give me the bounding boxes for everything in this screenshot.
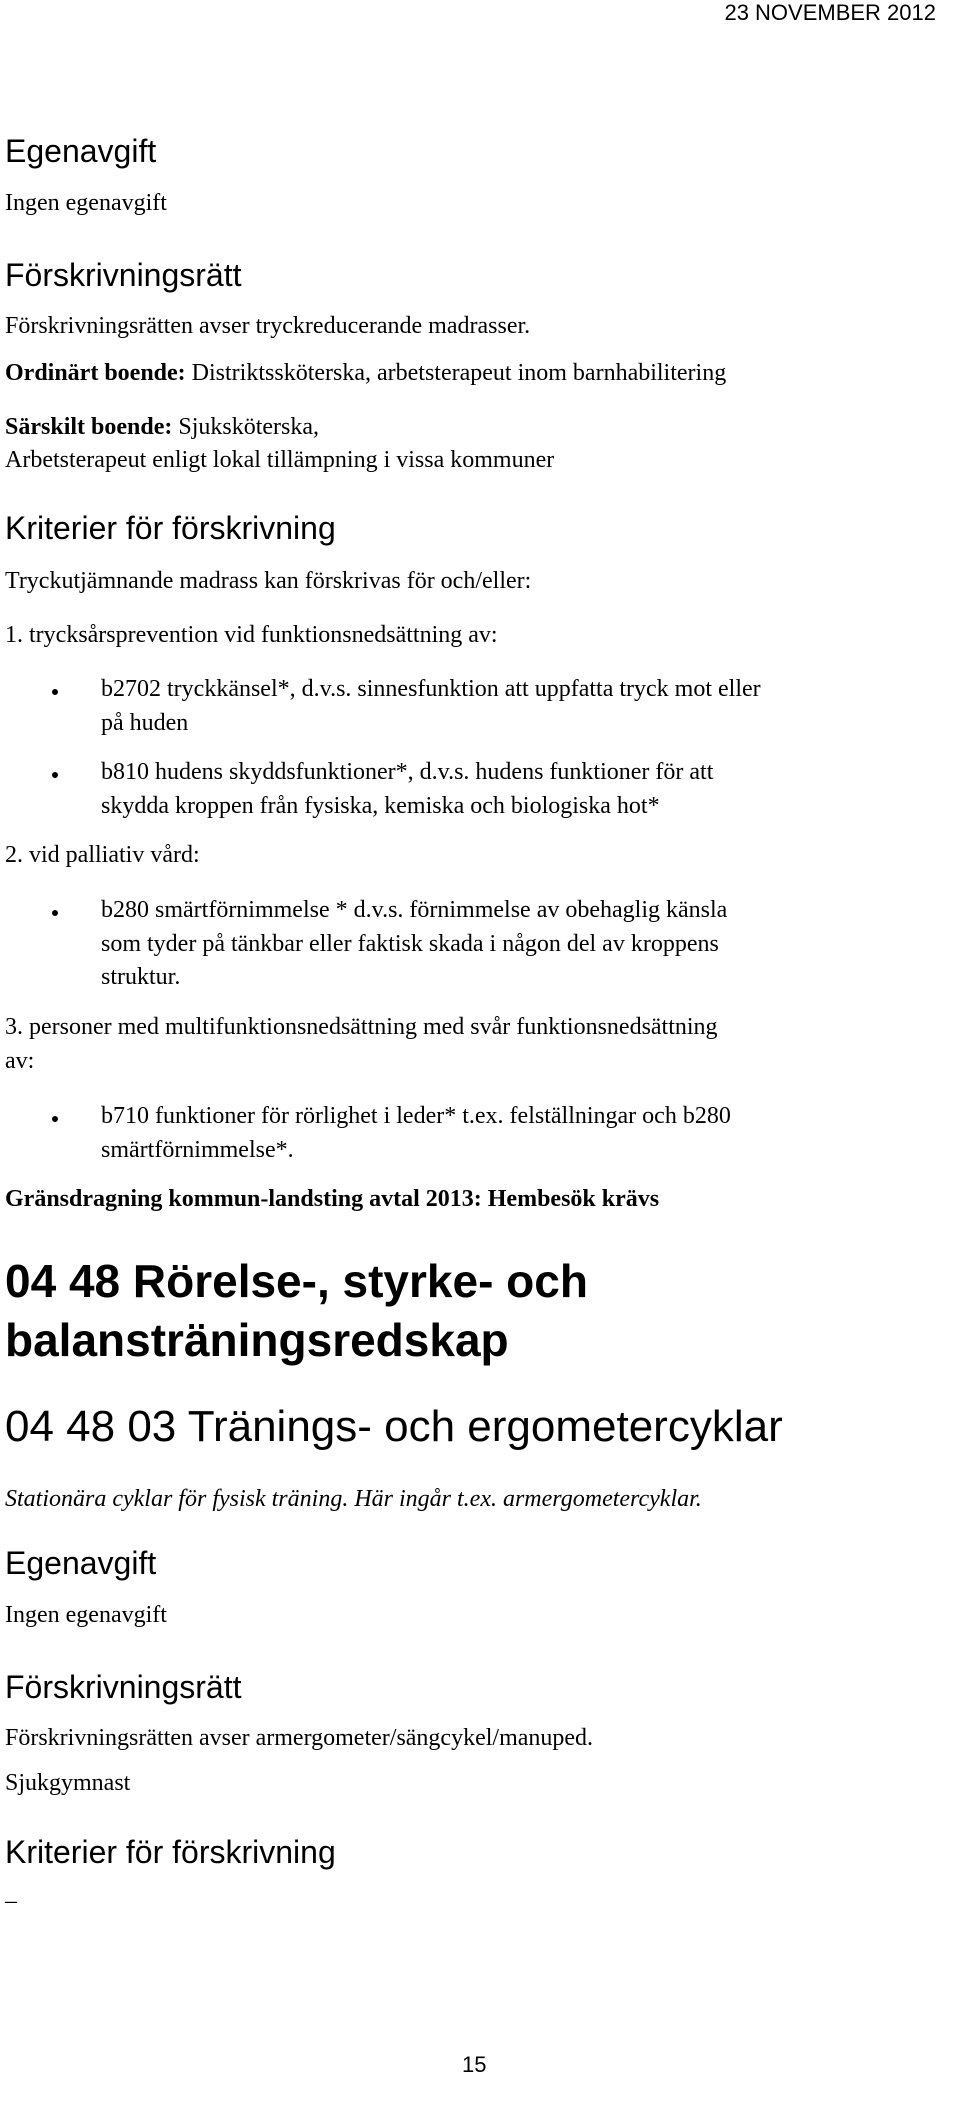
- kriterier-text-2: –: [5, 1888, 17, 1914]
- egenavgift-text: Ingen egenavgift: [5, 190, 167, 216]
- subsection-description: Stationära cyklar för fysisk träning. Här ingår t.ex. armergometercyklar.: [5, 1486, 702, 1512]
- kriterier-heading-2: Kriterier för förskrivning: [5, 1834, 336, 1870]
- bullet-b280-line2: som tyder på tänkbar eller faktisk skada i någon del av kroppens: [101, 931, 719, 957]
- sarskilt-boende-line2: Arbetsterapeut enligt lokal tillämpning i vissa kommuner: [5, 447, 555, 473]
- ordinart-boende-text: Distriktssköterska, arbetsterapeut inom barnhabilitering: [185, 360, 727, 386]
- ordinart-boende-label: Ordinärt boende:: [5, 360, 186, 386]
- bullet-b2702-line1: b2702 tryckkänsel*, d.v.s. sinnesfunktion att uppfatta tryck mot eller: [101, 676, 761, 702]
- subsection-heading: 04 48 03 Tränings- och ergometercyklar: [5, 1402, 783, 1451]
- forskrivningsratt-heading: Förskrivningsrätt: [5, 257, 242, 293]
- bullet-icon: [52, 910, 58, 916]
- bullet-b710-line2: smärtförnimmelse*.: [101, 1137, 294, 1163]
- header-date: 23 NOVEMBER 2012: [724, 0, 936, 25]
- list-item-2: 2. vid palliativ vård:: [5, 842, 200, 868]
- forskrivningsratt-role: Sjukgymnast: [5, 1770, 131, 1796]
- sarskilt-boende-text: Sjuksköterska,: [172, 414, 320, 440]
- sarskilt-boende-line: [5, 414, 319, 441]
- forskrivningsratt-text: Förskrivningsrätten avser tryckreducerande madrasser.: [5, 313, 531, 339]
- forskrivningsratt-text-2: Förskrivningsrätten avser armergometer/sängcykel/manuped.: [5, 1725, 594, 1751]
- list-item-3-line1: 3. personer med multifunktionsnedsättning med svår funktionsnedsättning: [5, 1014, 718, 1040]
- bullet-b810-line2: skydda kroppen från fysiska, kemiska och biologiska hot*: [101, 793, 660, 819]
- bullet-b710-line1: b710 funktioner för rörlighet i leder* t.ex. felställningar och b280: [101, 1103, 731, 1129]
- list-item-3-line2: av:: [5, 1048, 35, 1074]
- bullet-b280-line3: struktur.: [101, 964, 181, 990]
- ordinart-boende-line: [5, 360, 726, 387]
- forskrivningsratt-heading-2: Förskrivningsrätt: [5, 1669, 242, 1705]
- bullet-icon: [52, 689, 58, 695]
- egenavgift-text-2: Ingen egenavgift: [5, 1602, 167, 1628]
- egenavgift-heading-2: Egenavgift: [5, 1545, 157, 1581]
- page-number: 15: [462, 2052, 487, 2077]
- list-item-1: 1. trycksårsprevention vid funktionsnedsättning av:: [5, 622, 498, 648]
- sarskilt-boende-label: Särskilt boende:: [5, 414, 173, 440]
- bullet-icon: [52, 772, 58, 778]
- bullet-b280-line1: b280 smärtförnimmelse * d.v.s. förnimmelse av obehaglig känsla: [101, 897, 728, 923]
- bullet-icon: [52, 1116, 58, 1122]
- kriterier-heading: Kriterier för förskrivning: [5, 510, 336, 546]
- bullet-b810-line1: b810 hudens skyddsfunktioner*, d.v.s. hudens funktioner för att: [101, 759, 714, 785]
- bullet-b2702-line2: på huden: [101, 710, 189, 736]
- kriterier-text: Tryckutjämnande madrass kan förskrivas för och/eller:: [5, 568, 532, 594]
- gransdragning-text: Gränsdragning kommun-landsting avtal 2013: Hembesök krävs: [5, 1186, 660, 1212]
- section-title-line1: 04 48 Rörelse-, styrke- och: [5, 1255, 588, 1307]
- egenavgift-heading: Egenavgift: [5, 133, 157, 169]
- section-title-line2: balansträningsredskap: [5, 1314, 509, 1366]
